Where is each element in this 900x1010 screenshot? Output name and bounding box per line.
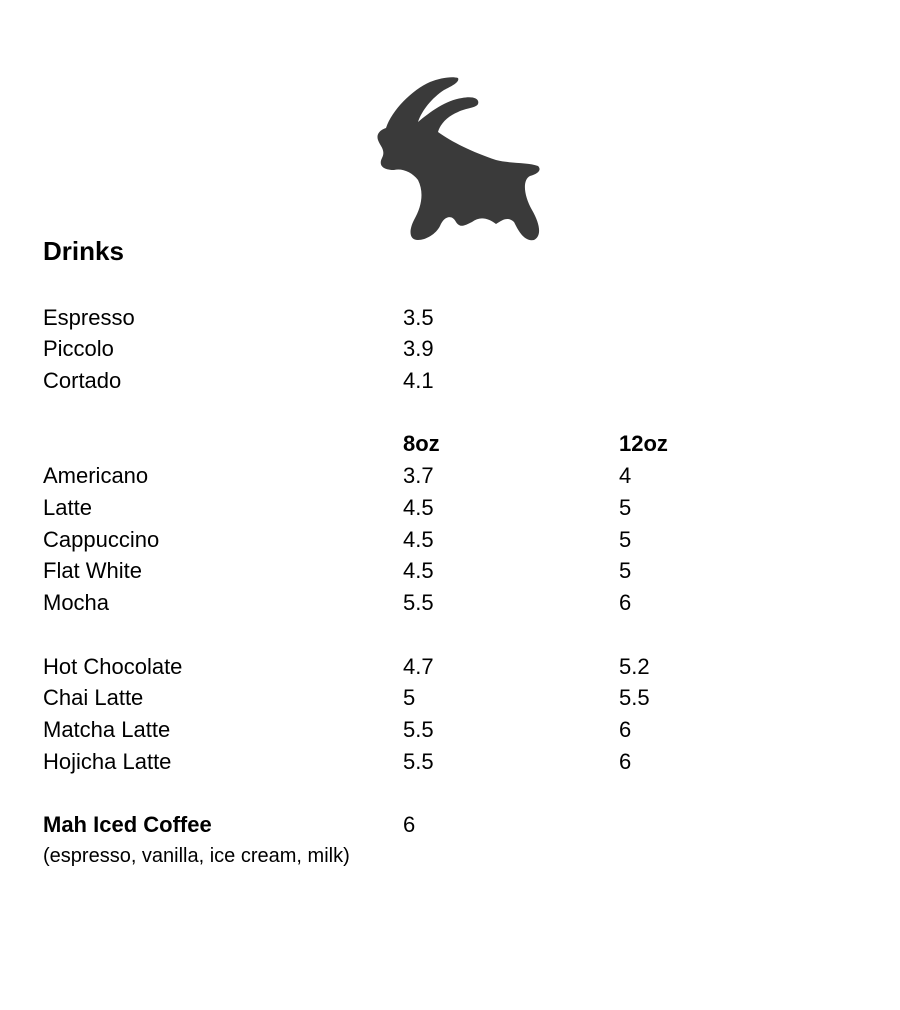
item-name: Cortado — [43, 368, 122, 393]
item-price-large: 4 — [619, 463, 632, 488]
item-price-small: 5.5 — [403, 717, 434, 742]
special-item-description: (espresso, vanilla, ice cream, milk) — [43, 845, 350, 867]
item-price-small: 5.5 — [403, 749, 434, 774]
item-price: 3.9 — [403, 336, 434, 361]
item-price-small: 4.5 — [403, 495, 434, 520]
item-price: 3.5 — [403, 305, 434, 330]
item-name: Americano — [43, 463, 149, 488]
item-price-large: 6 — [619, 590, 632, 615]
menu-item — [0, 588, 900, 618]
item-name: Espresso — [43, 305, 135, 330]
item-price-small: 4.5 — [403, 558, 434, 583]
special-item-name: Mah Iced Coffee — [43, 812, 212, 837]
item-name: Piccolo — [43, 336, 114, 361]
menu-item — [0, 652, 900, 682]
item-price-small: 3.7 — [403, 463, 434, 488]
item-name: Latte — [43, 495, 92, 520]
item-name: Chai Latte — [43, 685, 144, 710]
menu-item — [0, 334, 900, 364]
menu-item — [0, 683, 900, 713]
item-price-large: 5.5 — [619, 685, 650, 710]
item-price-large: 5 — [619, 495, 632, 520]
size-small-label: 8oz — [403, 431, 440, 456]
item-name: Cappuccino — [43, 527, 160, 552]
item-name: Flat White — [43, 558, 143, 583]
item-price-large: 5 — [619, 558, 632, 583]
item-name: Hot Chocolate — [43, 654, 183, 679]
menu-item — [0, 715, 900, 745]
menu-item — [0, 556, 900, 586]
item-price-large: 6 — [619, 749, 632, 774]
item-price-small: 4.7 — [403, 654, 434, 679]
special-item-price: 6 — [403, 812, 416, 837]
size-large-label: 12oz — [619, 431, 668, 456]
menu-item — [0, 525, 900, 555]
item-price-large: 6 — [619, 717, 632, 742]
item-price-large: 5 — [619, 527, 632, 552]
menu-item — [0, 461, 900, 491]
menu-item — [0, 303, 900, 333]
item-price-large: 5.2 — [619, 654, 650, 679]
item-name: Hojicha Latte — [43, 749, 172, 774]
item-name: Mocha — [43, 590, 110, 615]
menu-title: Drinks — [43, 236, 124, 266]
menu-item-special — [0, 810, 900, 840]
menu-item — [0, 493, 900, 523]
menu-item — [0, 366, 900, 396]
item-name: Matcha Latte — [43, 717, 171, 742]
item-price: 4.1 — [403, 368, 434, 393]
item-price-small: 5.5 — [403, 590, 434, 615]
size-header — [0, 429, 900, 459]
item-price-small: 4.5 — [403, 527, 434, 552]
menu-item — [0, 747, 900, 777]
item-price-small: 5 — [403, 685, 416, 710]
goat-icon — [372, 70, 547, 245]
